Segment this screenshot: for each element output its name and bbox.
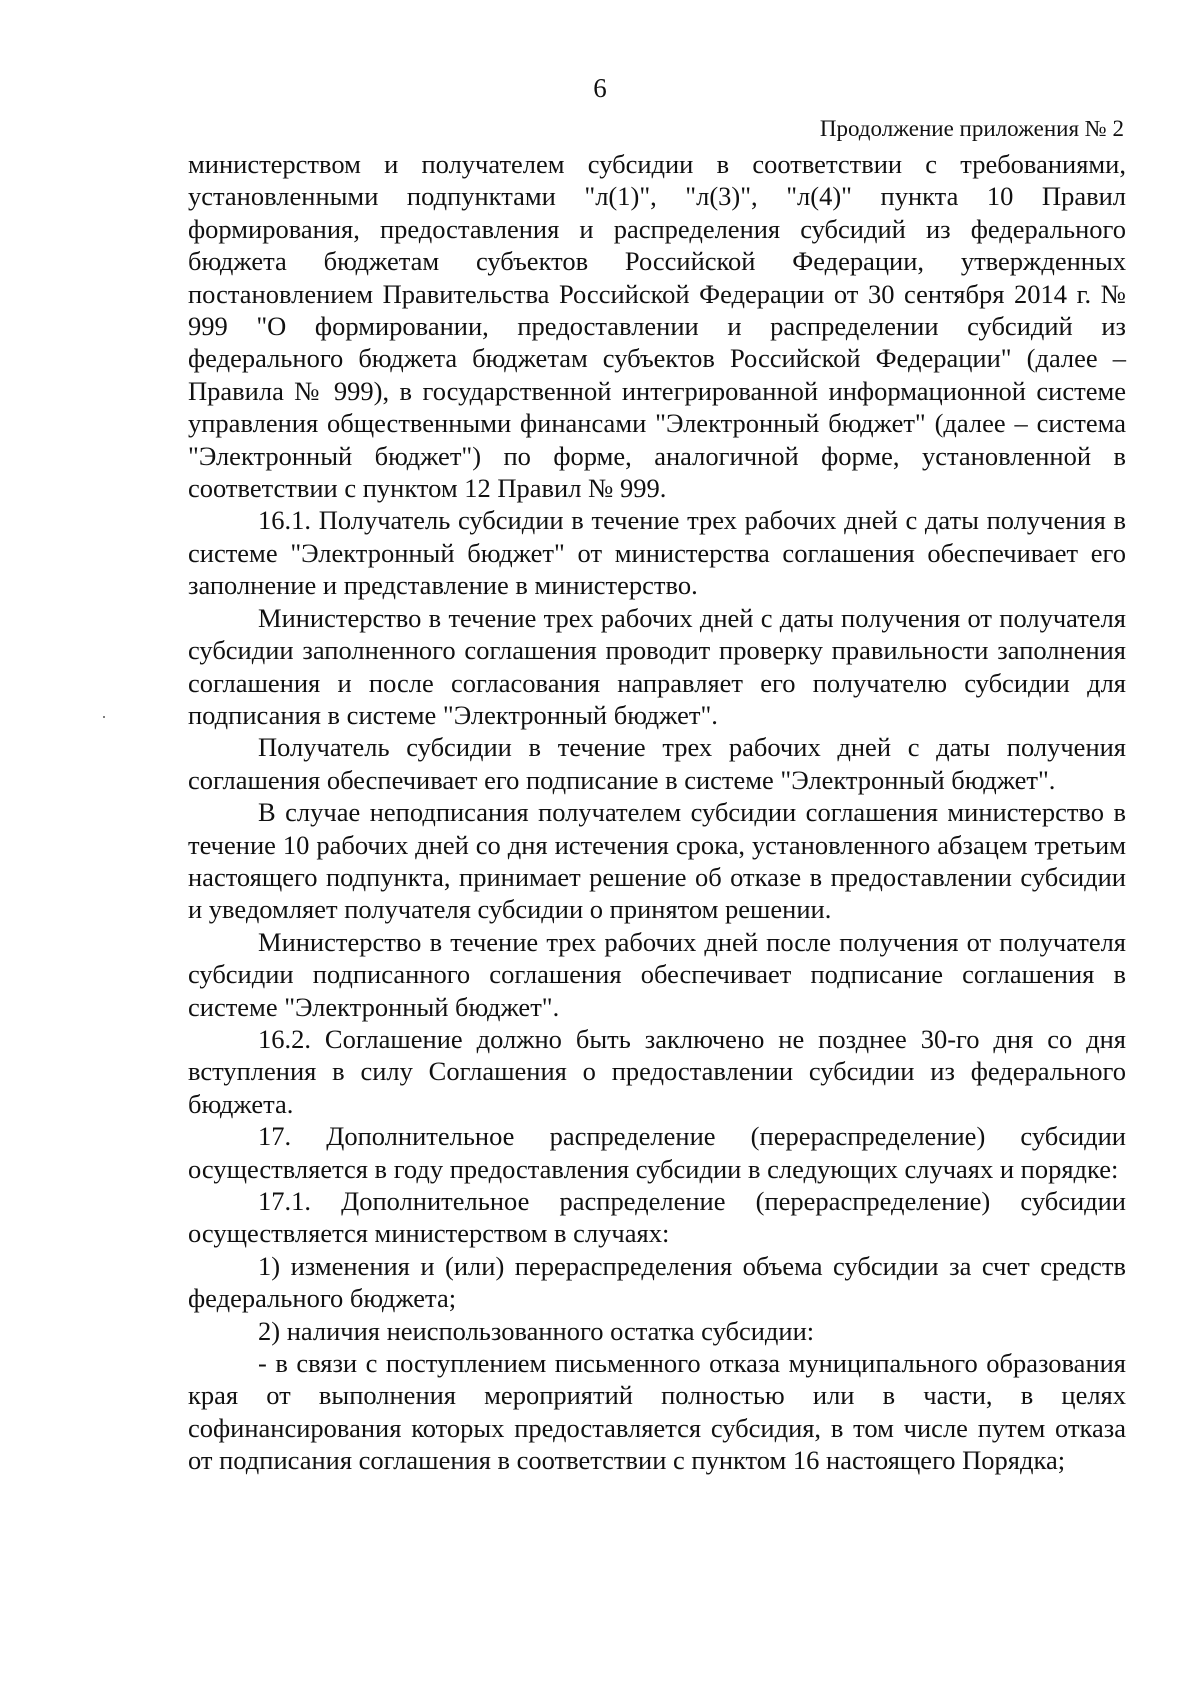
paragraph: 1) изменения и (или) перераспределения объема субсидии за счет средств федерального бюджета; (188, 1250, 1126, 1314)
paragraph: министерством и получателем субсидии в соответствии с требованиями, установленными подпунктами "л(1)", "л(3)", "л(4)" пункта 10 Правил формирования, предоставления и распределения субсидий из федерального бюджета бюджетам субъектов Российской Федерации, утвержденных постановлением Правительства Российской Федерации от 30 сентября 2014 г. № 999 "О формировании, предоставлении и распределении субсидий из федерального бюджета бюджетам субъектов Российской Федерации" (далее – Правила № 999), в государственной интегрированной информационной системе управления общественными финансами "Электронный бюджет" (далее – система "Электронный бюджет") по форме, аналогичной форме, установленной в соответствии с пунктом 12 Правил № 999. (188, 149, 1126, 504)
paragraph: Министерство в течение трех рабочих дней после получения от получателя субсидии подписанного соглашения обеспечивает подписание соглашения в системе "Электронный бюджет". (188, 926, 1126, 1022)
page-number: 6 (593, 73, 607, 103)
paragraph: 17.1. Дополнительное распределение (перераспределение) субсидии осуществляется министерством в случаях: (188, 1186, 1126, 1249)
paragraph: 2) наличия неиспользованного остатка субсидии: (258, 1315, 815, 1346)
paragraph: Получатель субсидии в течение трех рабочих дней с даты получения соглашения обеспечивает его подписание в системе "Электронный бюджет". (188, 732, 1126, 795)
document-body (188, 148, 1126, 1477)
appendix-continuation-note: Продолжение приложения № 2 (819, 116, 1124, 141)
scan-speck (103, 716, 105, 718)
paragraph: 17. Дополнительное распределение (перераспределение) субсидии осуществляется в году предоставления субсидии в следующих случаях и порядке: (188, 1121, 1126, 1184)
paragraph: 16.1. Получатель субсидии в течение трех рабочих дней с даты получения в системе "Электронный бюджет" от министерства соглашения обеспечивает его заполнение и представление в министерство. (188, 505, 1126, 601)
paragraph: Министерство в течение трех рабочих дней с даты получения от получателя субсидии заполненного соглашения проводит проверку правильности заполнения соглашения и после согласования направляет его получателю субсидии для подписания в системе "Электронный бюджет". (188, 602, 1126, 730)
paragraph: 16.2. Соглашение должно быть заключено не позднее 30-го дня со дня вступления в силу Соглашения о предоставлении субсидии из федерального бюджета. (188, 1023, 1126, 1119)
paragraph: В случае неподписания получателем субсидии соглашения министерство в течение 10 рабочих дней со дня истечения срока, установленного абзацем третьим настоящего подпункта, принимает решение об отказе в предоставлении субсидии и уведомляет получателя субсидии о принятом решении. (188, 797, 1126, 925)
paragraph: - в связи с поступлением письменного отказа муниципального образования края от выполнения мероприятий полностью или в части, в целях софинансирования которых предоставляется субсидия, в том числе путем отказа от подписания соглашения в соответствии с пунктом 16 настоящего Порядка; (188, 1348, 1126, 1476)
